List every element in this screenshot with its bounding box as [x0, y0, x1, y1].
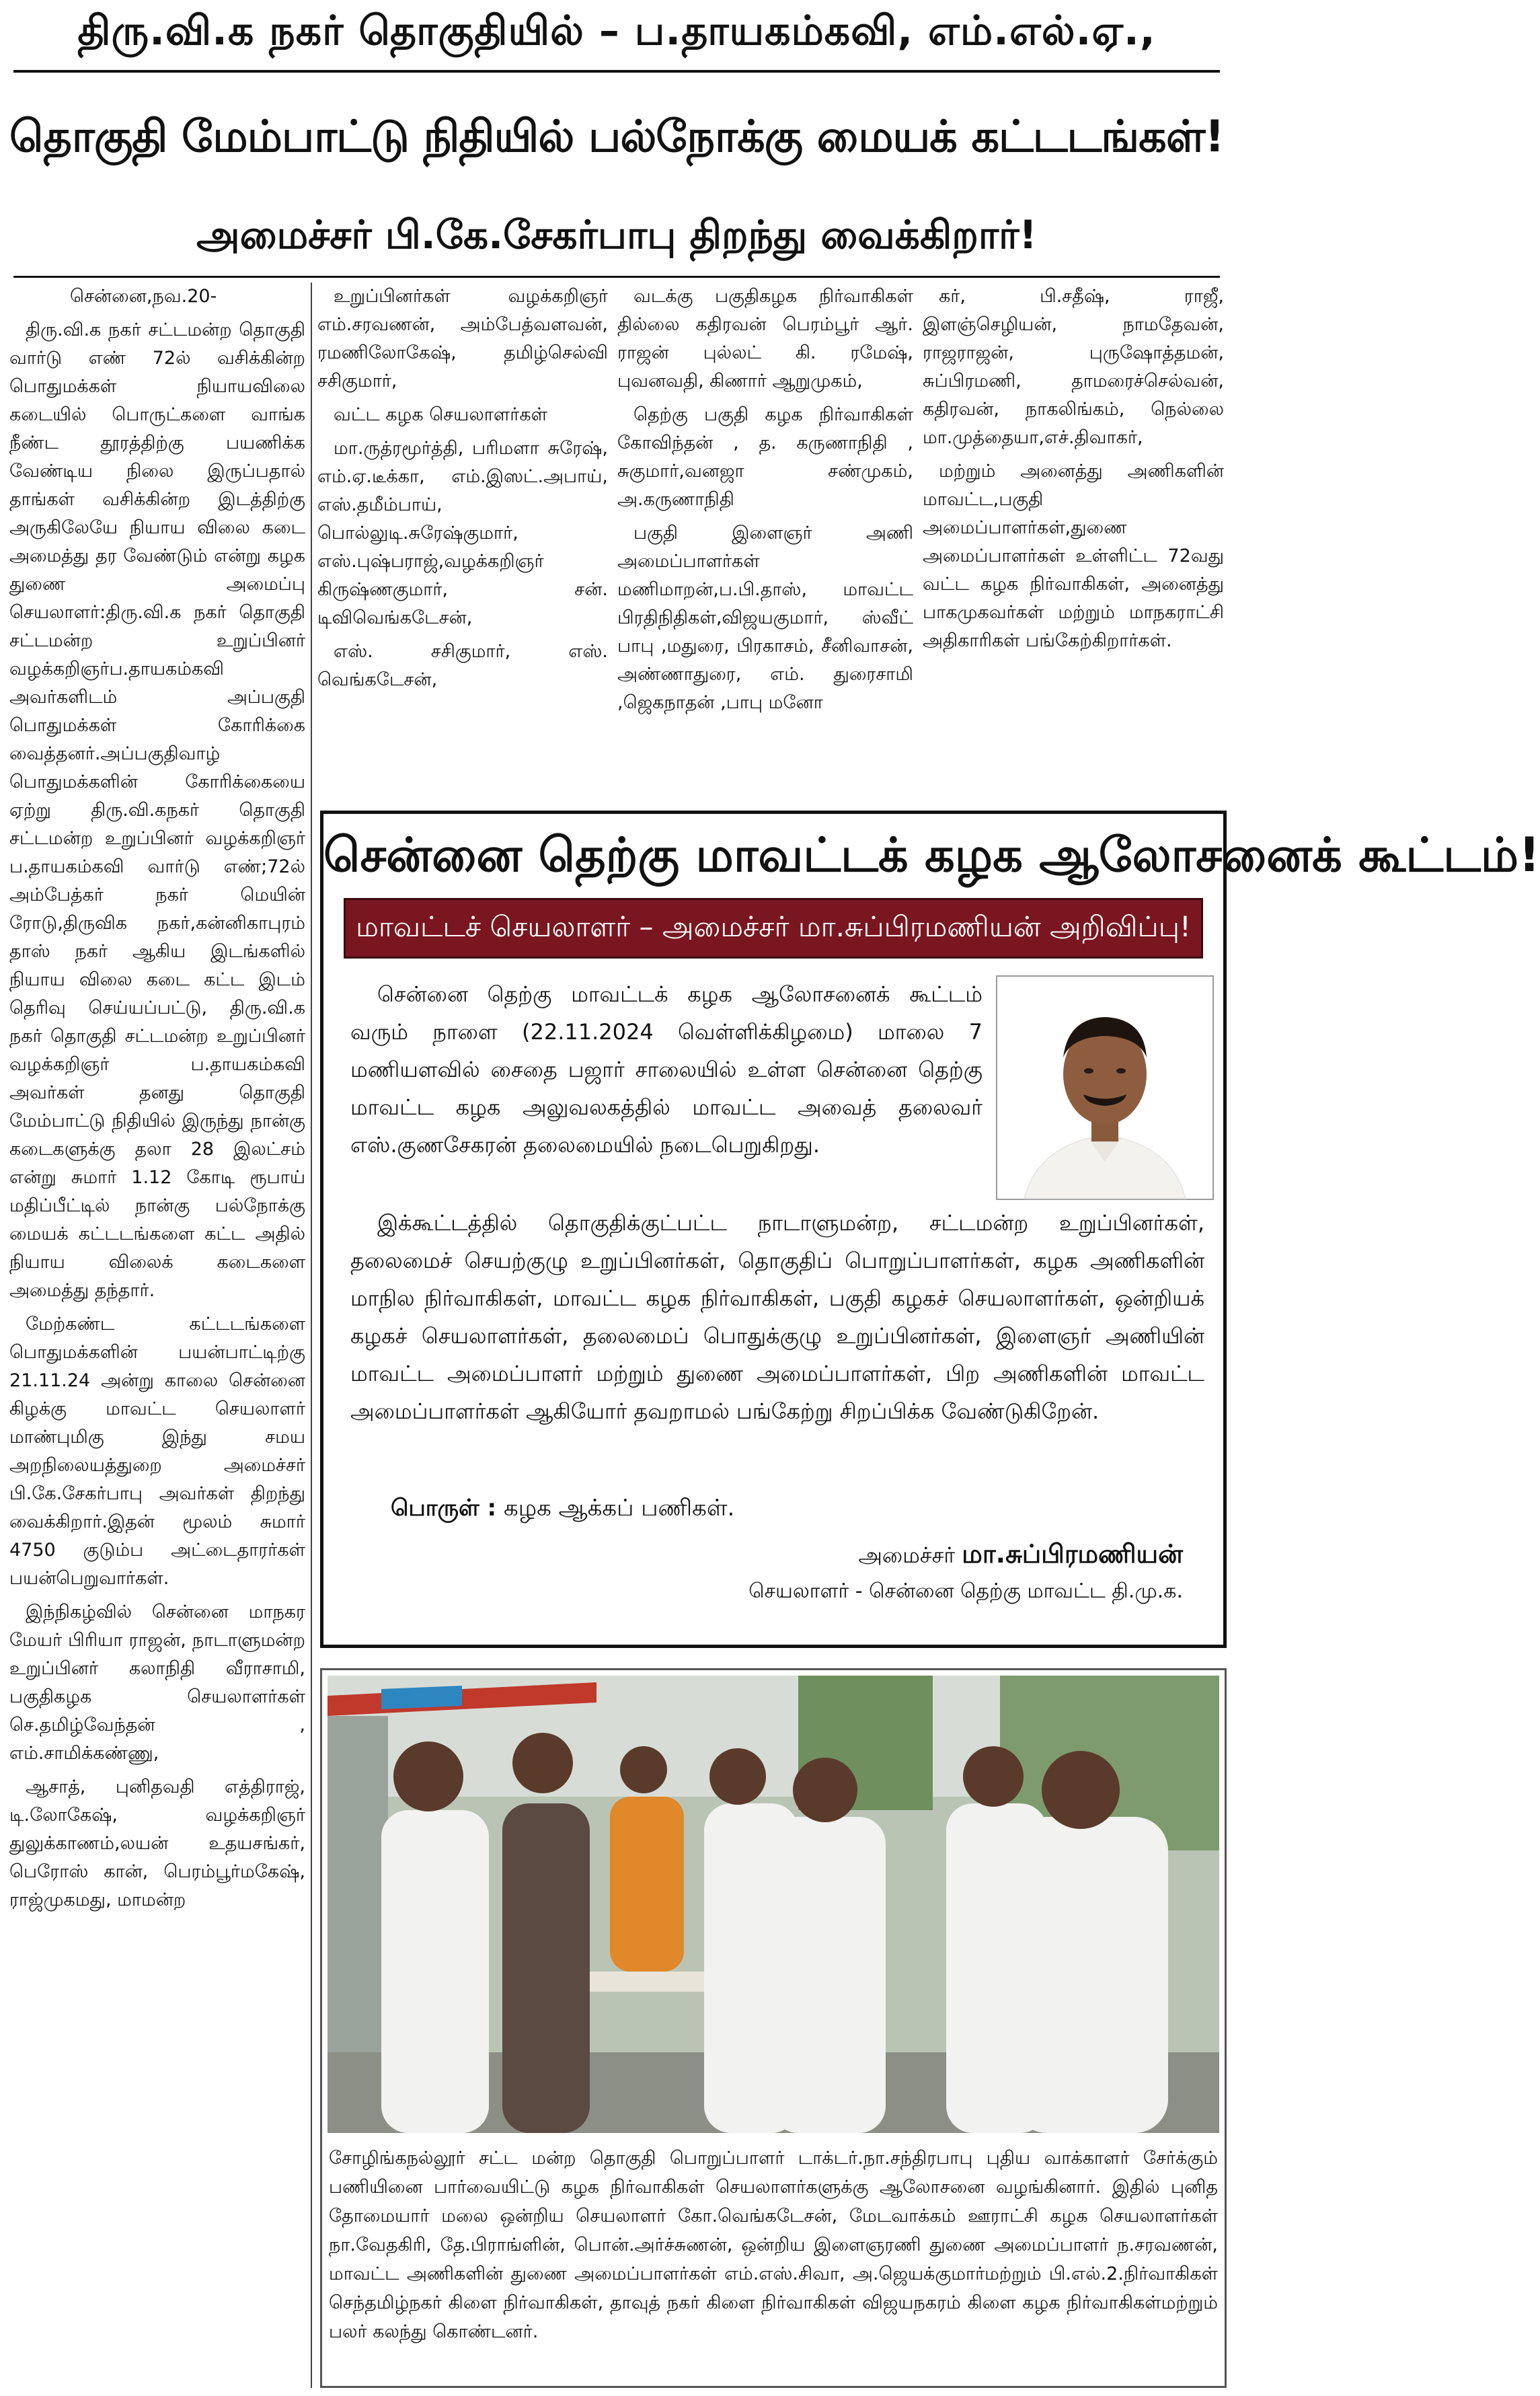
- article-paragraph: உறுப்பினர்கள் வழக்கறிஞர் எம்.சரவணன், அம்பேத்வளவன், ரமணிலோகேஷ், தமிழ்செல்வி சசிகுமார்,: [317, 286, 608, 391]
- announcement-band: [344, 898, 1203, 959]
- dateline: சென்னை,நவ.20-: [70, 286, 217, 307]
- purpose-label: பொருள் :: [391, 1495, 497, 1522]
- article-paragraph: பகுதி இளைஞர் அணி அமைப்பாளர்கள் மணிமாறன்,ப.பி.தாஸ், மாவட்ட பிரதிநிதிகள்,விஜயகுமார், ஸ்வீட் பாபு ,மதுரை, பிரகாசம், சீனிவாசன், அண்ணாதுரை, எம். துரைசாமி ,ஜெகநாதன் ,பாபு மனோ: [617, 523, 913, 713]
- event-photo-illustration: [328, 1676, 1219, 2133]
- article-paragraph: மேற்கண்ட கட்டடங்களை பொதுமக்களின் பயன்பாட்டிற்கு 21.11.24 அன்று காலை சென்னை கிழக்கு மாவட்ட செயலாளர் மாண்புமிகு இந்து சமய அறநிலையத்துறை அமைச்சர் பி.கே.சேகர்பாபு அவர்கள் திறந்து வைக்கிறார்.இதன் மூலம் சுமார் 4750 குடும்ப அட்டைதாரர்கள் பயன்பெறுவார்கள்.: [9, 1314, 305, 1589]
- article-paragraph: தெற்கு பகுதி கழக நிர்வாகிகள் கோவிந்தன் , த. கருணாநிதி , சுகுமார்,வனஜா சண்முகம், அ.கருணாநிதி: [617, 404, 913, 510]
- column-divider: [311, 283, 312, 2388]
- article-paragraph: மா.ருத்ரமூர்த்தி, பரிமளா சுரேஷ், எம்.ஏ.டீக்கா, எம்.இஸட்.அபாய், எஸ்.தமீம்பாய், பொல்லுடி.சுரேஷ்குமார், எஸ்.புஷ்பராஜ்,வழக்கறிஞர் கிருஷ்ணகுமார், சன். டிவிவெங்கடேசன்,: [317, 438, 608, 628]
- article-column-4: [923, 283, 1224, 794]
- fit-text: சென்னை தெற்கு மாவட்டக் கழக ஆலோசனைக் கூட்டம்!: [323, 827, 1540, 883]
- article-column-1: [9, 283, 305, 2388]
- article-paragraph: வடக்கு பகுதிகழக நிர்வாகிகள் தில்லை கதிரவன் பெரம்பூர் ஆர். ராஜன் புல்லட் கி. ரமேஷ், புவனவதி, கிணார் ஆறுமுகம்,: [617, 286, 913, 391]
- headline: [0, 79, 1233, 200]
- event-photo: [328, 1676, 1219, 2133]
- article-paragraph: கர், பி.சதீஷ், ராஜீ, இளஞ்செழியன், நாமதேவன், ராஜராஜன், புருஷோத்தமன், சுப்பிரமணி, தாமரைச்செல்வன், கதிரவன், நாகலிங்கம், நெல்லை மா.முத்தையா,எச்.திவாகர்,: [923, 286, 1224, 448]
- subheadline: [0, 200, 1233, 274]
- photo-caption: சோழிங்கநல்லூர் சட்ட மன்ற தொகுதி பொறுப்பாளர் டாக்டர்.நா.சந்திரபாபு புதிய வாக்காளர் சேர்க்கும் பணியினை பார்வையிட்டு கழக நிர்வாகிகள் செயலாளர்களுக்கு ஆலோசனை வழங்கினார். இதில் புனித தோமையார் மலை ஒன்றிய செயலாளர் கோ.வெங்கடேசன், மேடவாக்கம் ஊராட்சி கழக செயலாளர்கள் நா.வேதகிரி, தே.பிராங்ளின், பொன்.அர்ச்சுணன், ஒன்றிய இளைஞரணி துணை அமைப்பாளர் ந.சரவணன், மாவட்ட அணிகளின் துணை அமைப்பாளர்கள் எம்.எஸ்.சிவா, அ.ஜெயக்குமார்மற்றும் பி.எல்.2.நிர்வாகிகள் செந்தமிழ்நகர் கிளை நிர்வாகிகள், தாவுத் நகர் கிளை நிர்வாகிகள் விஜயநகரம் கிளை கழக நிர்வாகிகள்மற்றும் பலர் கலந்து கொண்டனர்.: [329, 2148, 1218, 2342]
- announcement-title: [323, 827, 1540, 889]
- announcement-purpose: [391, 1495, 734, 1524]
- top-rule: [13, 70, 1220, 73]
- announcement-body-1: [350, 975, 983, 1164]
- fit-text: திரு.வி.க நகர் தொகுதியில் – ப.தாயகம்கவி, எம்.எல்.ஏ.,: [77, 7, 1156, 54]
- news-photo-box: [320, 1668, 1227, 2388]
- minister-portrait: [996, 975, 1214, 1200]
- fit-text: தொகுதி மேம்பாட்டு நிதியில் பல்நோக்கு மையக் கட்டடங்கள்!: [9, 112, 1225, 162]
- article-paragraph: மற்றும் அனைத்து அணிகளின் மாவட்ட,பகுதி அமைப்பாளர்கள்,துணை அமைப்பாளர்கள் உள்ளிட்ட 72வது வட்ட கழக நிர்வாகிகள், அனைத்து பாகமுகவர்கள் மற்றும் மாநகராட்சி அதிகாரிகள் பங்கேற்கிறார்கள்.: [923, 461, 1224, 651]
- article-paragraph: இந்நிகழ்வில் சென்னை மாநகர மேயர் பிரியா ராஜன், நாடாளுமன்ற உறுப்பினர் கலாநிதி வீராசாமி, பகுதிகழக செயலாளர்கள் செ.தமிழ்வேந்தன் , எம்.சாமிக்கண்ணு,: [9, 1602, 305, 1764]
- portrait-illustration: [997, 977, 1212, 1199]
- announcement-body-2: [350, 1204, 1204, 1430]
- signature-role: செயலாளர் - சென்னை தெற்கு மாவட்ட தி.மு.க.: [748, 1579, 1183, 1603]
- article-column-3: [617, 283, 913, 794]
- purpose-text: கழக ஆக்கப் பணிகள்.: [496, 1495, 735, 1522]
- article-paragraph: திரு.வி.க நகர் சட்டமன்ற தொகுதி வார்டு எண் 72ல் வசிக்கின்ற பொதுமக்கள் நியாயவிலை கடையில் பொருட்களை வாங்க நீண்ட தூரத்திற்கு பயணிக்க வேண்டிய நிலை இருப்பதால் தாங்கள் வசிக்கின்ற இடத்திற்கு அருகிலேயே நியாய விலை கடை அமைத்து தர வேண்டும் என்று கழக துணை அமைப்பு செயலாளர்:திரு.வி.க நகர் தொகுதி சட்டமன்ற உறுப்பினர் வழக்கறிஞர்ப.தாயகம்கவி அவர்களிடம் அப்பகுதி பொதுமக்கள் கோரிக்கை வைத்தனர்.அப்பகுதிவாழ் பொதுமக்களின் கோரிக்கையை ஏற்று திரு.வி.கநகர் தொகுதி சட்டமன்ற உறுப்பினர் வழக்கறிஞர் ப.தாயகம்கவி வார்டு எண்;72ல் அம்பேத்கர் நகர் மெயின் ரோடு,திருவிக நகர்,கன்னிகாபுரம் தாஸ் நகர் ஆகிய இடங்களில் நியாய விலை கடை கட்ட இடம் தெரிவு செய்யப்பட்டு, திரு.வி.க நகர் தொகுதி சட்டமன்ற உறுப்பினர் வழக்கறிஞர் ப.தாயகம்கவி அவர்கள் தனது தொகுதி மேம்பாட்டு நிதியில் இருந்து நான்கு கடைகளுக்கு தலா 28 இலட்சம் என்று சுமார் 1.12 கோடி ரூபாய் மதிப்பீட்டில் நான்கு பல்நோக்கு மையக் கட்டடங்களை கட்ட அதில் நியாய விலைக் கடைகளை அமைத்து தந்தார்.: [9, 320, 305, 1301]
- signature-minister-name: மா.சுப்பிரமணியன்: [962, 1539, 1183, 1569]
- article-paragraph: வட்ட கழக செயலாளர்கள்: [334, 404, 547, 425]
- kicker-line: [0, 0, 1233, 67]
- signature-name: [858, 1539, 1183, 1573]
- fit-text: மாவட்டச் செயலாளர் – அமைச்சர் மா.சுப்பிரமணியன் அறிவிப்பு!: [356, 909, 1191, 943]
- fit-text: அமைச்சர் பி.கே.சேகர்பாபு திறந்து வைக்கிறார்!: [196, 212, 1037, 258]
- article-paragraph: ஆசாத், புனிதவதி எத்திராஜ், டி.லோகேஷ், வழக்கறிஞர் துலுக்காணம்,லயன் உதயசங்கர், பெரோஸ் கான், பெரம்பூர்மகேஷ், ராஜ்முகமது, மாமன்ற: [9, 1776, 305, 1910]
- section-rule: [13, 276, 1220, 278]
- announcement-paragraph: சென்னை தெற்கு மாவட்டக் கழக ஆலோசனைக் கூட்டம் வரும் நாளை (22.11.2024 வெள்ளிக்கிழமை) மாலை 7 மணியளவில் சைதை பஜார் சாலையில் உள்ள சென்னை தெற்கு மாவட்ட கழக அலுவலகத்தில் மாவட்ட அவைத் தலைவர் எஸ்.குணசேகரன் தலைமையில் நடைபெறுகிறது.: [350, 981, 983, 1158]
- article-column-2: [317, 283, 608, 794]
- announcement-paragraph: இக்கூட்டத்தில் தொகுதிக்குட்பட்ட நாடாளுமன்ற, சட்டமன்ற உறுப்பினர்கள், தலைமைச் செயற்குழு உறுப்பினர்கள், தொகுதிப் பொறுப்பாளர்கள், கழக அணிகளின் மாநில நிர்வாகிகள், மாவட்ட கழக நிர்வாகிகள், பகுதி கழகச் செயலாளர்கள், ஒன்றியக் கழகச் செயலாளர்கள், தலைமைப் பொதுக்குழு உறுப்பினர்கள், இளைஞர் அணியின் மாவட்ட அமைப்பாளர் மற்றும் துணை அமைப்பாளர்கள், பிற அணிகளின் மாவட்ட அமைப்பாளர்கள் ஆகியோர் தவறாமல் பங்கேற்று சிறப்பிக்க வேண்டுகிறேன்.: [350, 1210, 1204, 1424]
- signature-prefix: அமைச்சர்: [858, 1542, 962, 1568]
- article-paragraph: எஸ். சசிகுமார், எஸ். வெங்கடேசன்,: [317, 641, 608, 690]
- meeting-announcement-box: [320, 811, 1540, 1648]
